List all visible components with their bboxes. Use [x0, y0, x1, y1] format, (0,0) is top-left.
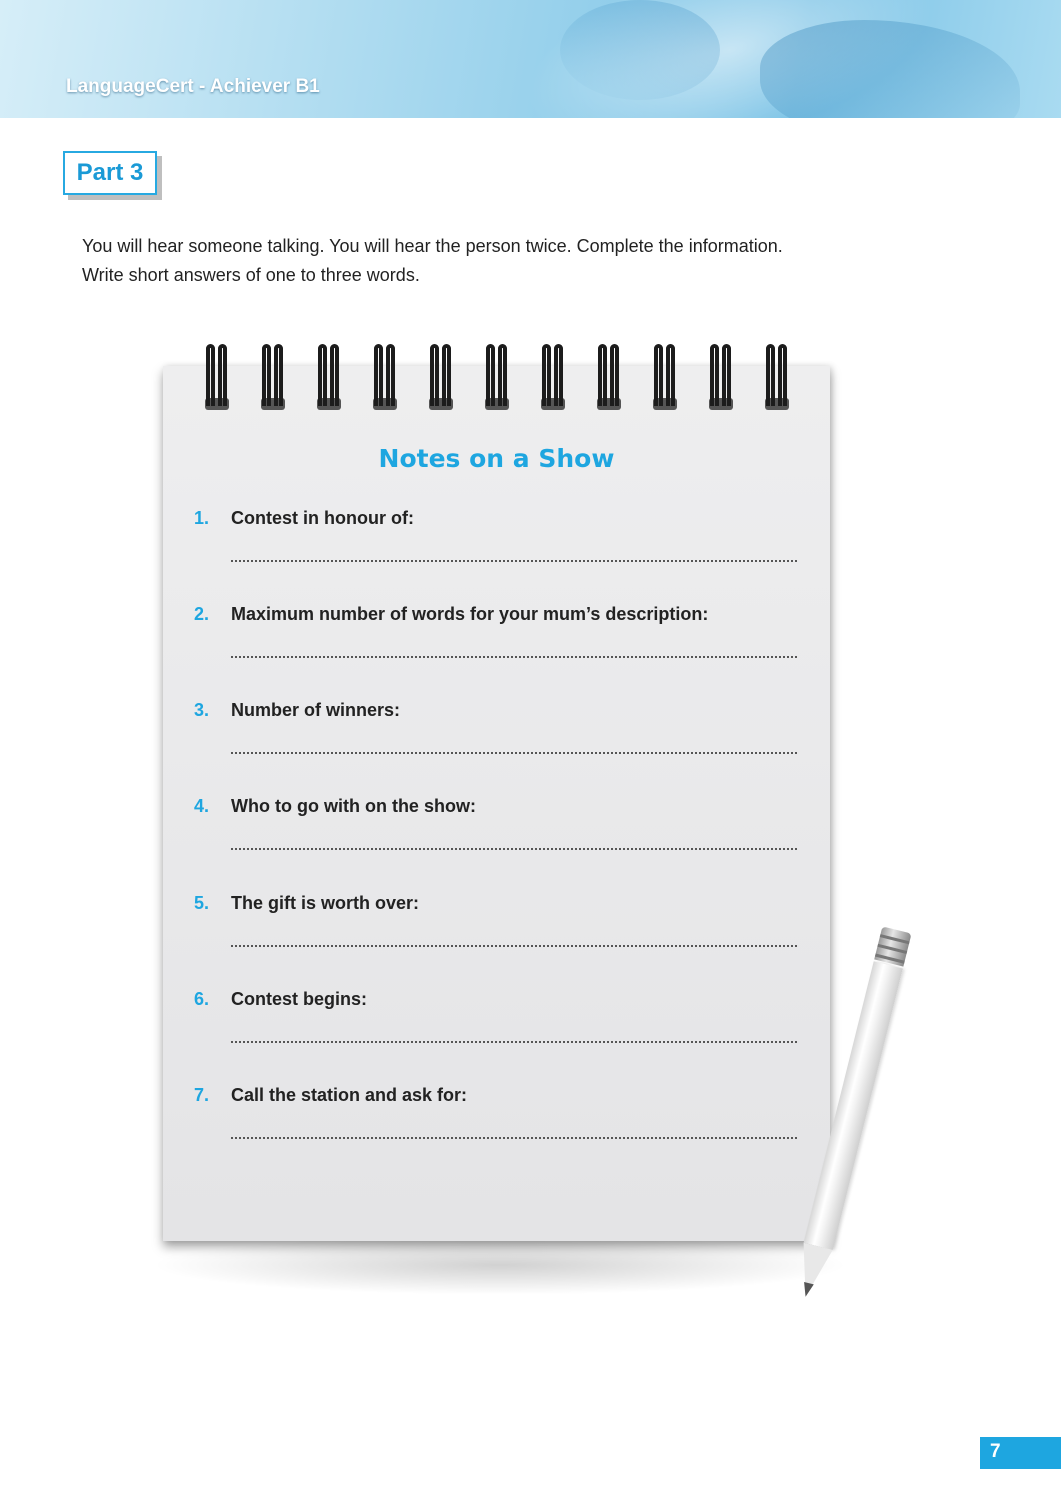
page-number: 7	[980, 1437, 1061, 1469]
answer-line[interactable]	[231, 848, 797, 850]
answer-line[interactable]	[231, 1137, 797, 1139]
answer-line[interactable]	[231, 1041, 797, 1043]
banner-photo-hand	[760, 20, 1020, 118]
question-number: 5.	[194, 893, 210, 913]
spiral-ring	[314, 344, 344, 410]
question-text: Who to go with on the show:	[231, 796, 476, 816]
header-banner	[0, 0, 1061, 118]
question-number: 6.	[194, 989, 210, 1009]
instructions-line-1: You will hear someone talking. You will hear the person twice. Complete the information.	[82, 236, 783, 256]
spiral-ring	[594, 344, 624, 410]
spiral-ring	[482, 344, 512, 410]
question-number: 7.	[194, 1085, 210, 1105]
question-number: 4.	[194, 796, 210, 816]
question-text: Maximum number of words for your mum’s description:	[231, 604, 709, 624]
question-number: 3.	[194, 700, 210, 720]
question-text: The gift is worth over:	[231, 893, 420, 913]
spiral-ring	[762, 344, 792, 410]
spiral-ring	[426, 344, 456, 410]
question-text: Contest in honour of:	[231, 508, 414, 528]
instructions	[82, 232, 942, 290]
question-text: Number of winners:	[231, 700, 401, 720]
spiral-ring	[202, 344, 232, 410]
spiral-ring	[706, 344, 736, 410]
notepad-shadow	[150, 1235, 850, 1295]
spiral-ring	[370, 344, 400, 410]
spiral-ring	[258, 344, 288, 410]
spiral-ring	[650, 344, 680, 410]
question-text: Call the station and ask for:	[231, 1085, 468, 1105]
answer-line[interactable]	[231, 945, 797, 947]
instructions-line-2: Write short answers of one to three words.	[82, 265, 420, 285]
part-label: Part 3	[63, 151, 157, 195]
question-number: 1.	[194, 508, 210, 528]
spiral-ring	[538, 344, 568, 410]
answer-line[interactable]	[231, 752, 797, 754]
answer-line[interactable]	[231, 560, 797, 562]
question-text: Contest begins:	[231, 989, 368, 1009]
answer-line[interactable]	[231, 656, 797, 658]
spiral-binding	[202, 344, 802, 412]
notes-title: Notes on a Show	[378, 444, 615, 473]
banner-photo-shadow	[560, 0, 720, 100]
header-title: LanguageCert - Achiever B1	[66, 76, 320, 97]
question-number: 2.	[194, 604, 210, 624]
